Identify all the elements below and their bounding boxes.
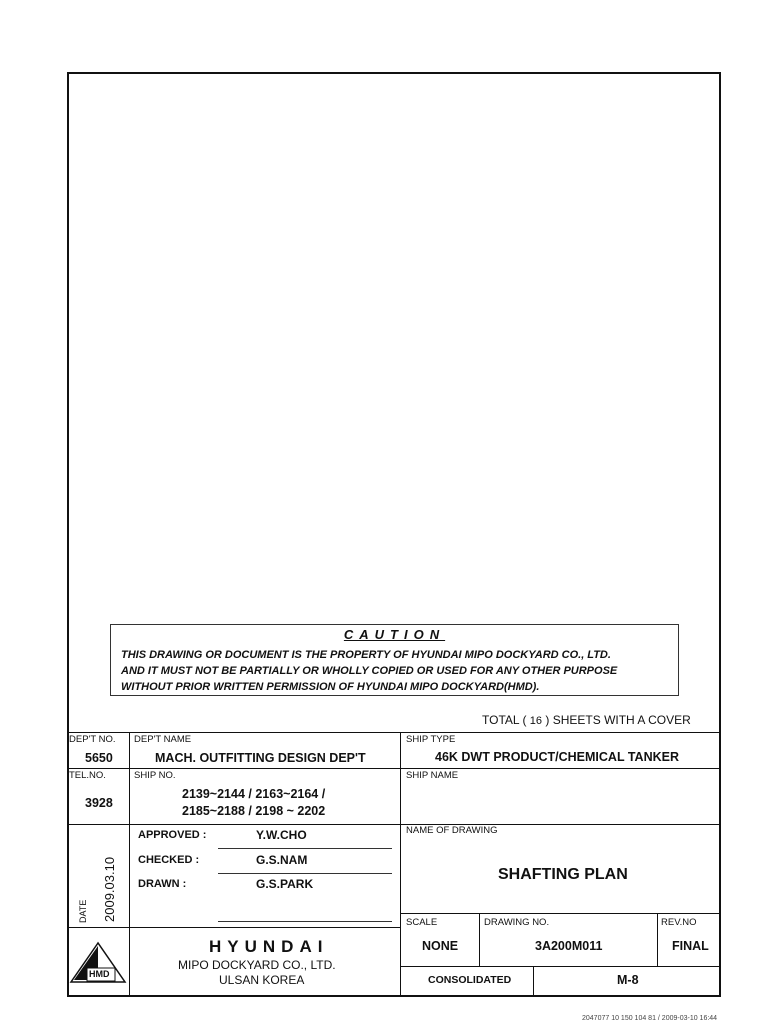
tel-no-label: TEL.NO. (69, 770, 106, 781)
approved-label: APPROVED : (138, 829, 207, 841)
consolidated-label: CONSOLIDATED (428, 974, 512, 986)
company-name: HYUNDAI (209, 937, 329, 956)
total-prefix: TOTAL ( (482, 713, 527, 727)
checked-value: G.S.NAM (256, 853, 308, 867)
ship-type-value: 46K DWT PRODUCT/CHEMICAL TANKER (435, 750, 679, 764)
title-block-col-line-4 (657, 913, 658, 966)
scale-label: SCALE (406, 917, 438, 928)
title-block-row-line-2 (67, 824, 721, 825)
hmd-logo (67, 940, 129, 986)
company-line-2: MIPO DOCKYARD CO., LTD. (178, 958, 336, 972)
caution-line-1: THIS DRAWING OR DOCUMENT IS THE PROPERTY OF HYUNDAI MIPO DOCKYARD CO., LTD. (121, 649, 611, 661)
date-label: DATE (78, 899, 88, 923)
drawing-no-label: DRAWING NO. (484, 917, 550, 928)
drawn-underline (218, 921, 392, 922)
total-count: 16 (529, 715, 543, 727)
total-suffix: ) SHEETS WITH A COVER (545, 713, 691, 727)
title-block-row-line-3 (400, 913, 721, 914)
caution-line-2: AND IT MUST NOT BE PARTIALLY OR WHOLLY COPIED OR USED FOR ANY OTHER PURPOSE (121, 665, 618, 677)
checked-label: CHECKED : (138, 854, 200, 866)
title-block-col-line-2 (400, 732, 401, 997)
rev-no-value: FINAL (672, 939, 709, 953)
drawn-label: DRAWN : (138, 878, 187, 890)
caution-box (110, 624, 679, 696)
title-block-row-line-5 (400, 966, 721, 967)
total-sheets (482, 713, 691, 727)
tel-no-value: 3928 (85, 796, 113, 810)
ship-no-line-1: 2139~2144 / 2163~2164 / (182, 787, 326, 801)
dept-no-label: DEP'T NO. (69, 734, 116, 745)
rev-no-label: REV.NO (661, 917, 697, 928)
drawing-name-value: SHAFTING PLAN (498, 866, 628, 883)
footer-stamp: 2047077 10 150 104 81 / 2009-03-10 16:44 (582, 1015, 718, 1022)
ship-no-label: SHIP NO. (134, 770, 176, 781)
drawing-no-value: 3A200M011 (535, 939, 603, 953)
hmd-logo-text: HMD (89, 969, 110, 979)
ship-type-label: SHIP TYPE (406, 734, 456, 745)
dept-name-label: DEP'T NAME (134, 734, 192, 745)
checked-underline (218, 873, 392, 874)
title-block-col-line-1 (129, 732, 130, 997)
date-value: 2009.03.10 (102, 856, 117, 922)
drawn-value: G.S.PARK (256, 877, 314, 891)
title-block-row-line-1 (67, 768, 721, 769)
title-block-col-line-5 (533, 966, 534, 997)
approved-underline (218, 848, 392, 849)
approved-value: Y.W.CHO (256, 828, 307, 842)
ship-no-line-2: 2185~2188 / 2198 ~ 2202 (182, 804, 326, 818)
dept-no-value: 5650 (85, 751, 113, 765)
company-line-3: ULSAN KOREA (219, 973, 305, 987)
caution-title: CAUTION (343, 627, 446, 642)
caution-line-3: WITHOUT PRIOR WRITTEN PERMISSION OF HYUNDAI MIPO DOCKYARD(HMD). (121, 681, 540, 693)
ship-name-label: SHIP NAME (406, 770, 459, 781)
drawing-name-label: NAME OF DRAWING (406, 825, 498, 836)
scale-value: NONE (422, 939, 459, 953)
consolidated-value: M-8 (617, 973, 639, 987)
title-block-top-line (67, 732, 721, 733)
title-block-row-line-4 (67, 927, 400, 928)
title-block-col-line-3 (479, 913, 480, 966)
dept-name-value: MACH. OUTFITTING DESIGN DEP'T (155, 751, 366, 765)
